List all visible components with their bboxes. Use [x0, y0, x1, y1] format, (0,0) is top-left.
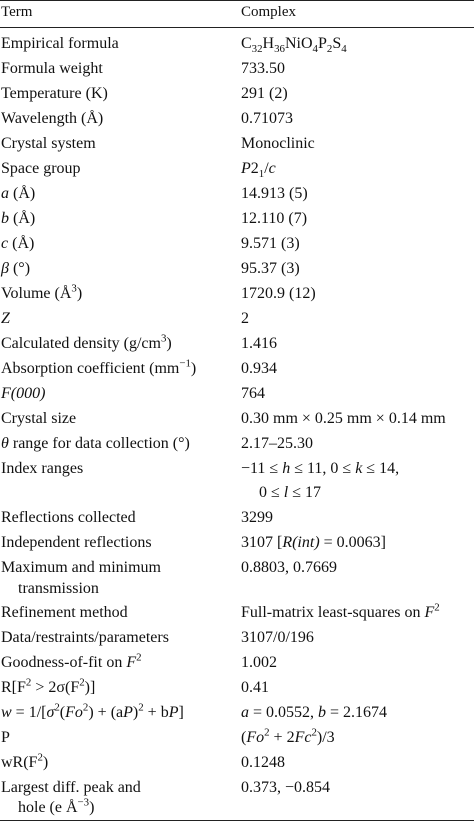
header-complex: Complex	[241, 4, 296, 20]
row-term-b: b (Å)	[1, 210, 36, 227]
row-value: 9.571 (3)	[241, 235, 300, 252]
row-term: Wavelength (Å)	[1, 110, 104, 127]
row-value: 764	[241, 385, 265, 402]
row-term: Largest diff. peak and	[1, 779, 141, 796]
row-term: Crystal system	[1, 135, 96, 152]
row-term: Data/restraints/parameters	[1, 629, 169, 646]
row-term: Reflections collected	[1, 509, 136, 526]
row-value: 0.8803, 0.7669	[241, 559, 337, 576]
row-value: 1720.9 (12)	[241, 285, 316, 302]
row-term-absorption: Absorption coefficient $(mm^{-1})$	[1, 357, 197, 377]
header-term: Term	[1, 4, 33, 20]
row-value: 1.416	[241, 335, 277, 352]
row-term-a: a (Å)	[1, 185, 36, 202]
row-term: Formula weight	[1, 60, 103, 77]
bottom-rule	[0, 820, 474, 821]
top-rule	[0, 0, 474, 1]
row-value: 733.50	[241, 60, 285, 77]
row-term: F(000)	[1, 385, 46, 402]
row-value-index: −11 ≤ h ≤ 11, 0 ≤ k ≤ 14,	[241, 460, 400, 477]
row-term-wr: $wR(F^2)$	[1, 751, 49, 771]
row-value: 0.30 mm × 0.25 mm × 0.14 mm	[241, 410, 446, 427]
row-term: Refinement method	[1, 604, 128, 621]
row-value: 3299	[241, 509, 273, 526]
row-value: 0.1248	[241, 754, 285, 771]
row-term-line2: transmission	[18, 580, 99, 597]
row-term: Empirical formula	[1, 35, 119, 52]
header-rule	[0, 27, 474, 28]
row-value: 0.71073	[241, 110, 293, 127]
row-term-gof: Goodness-of-fit on $F^2$	[1, 651, 142, 671]
row-term: Space group	[1, 160, 81, 177]
row-term: Crystal size	[1, 410, 77, 427]
row-term: P	[1, 729, 10, 746]
row-value: 2.17–25.30	[241, 435, 313, 452]
row-value: 1.002	[241, 654, 277, 671]
row-term-line2: hole (e $Å^{-3}$)	[18, 796, 95, 816]
row-term: Maximum and minimum	[1, 559, 161, 576]
row-value: 2	[241, 310, 249, 327]
row-term-theta: θ range for data collection (°)	[1, 435, 190, 452]
row-value: 291 (2)	[241, 85, 288, 102]
row-value-refinement: Full-matrix least-squares on $F^2$	[241, 601, 440, 621]
row-value: 3107/0/196	[241, 629, 314, 646]
row-value-p: $(Fo^2 + 2Fc^2)/3$	[241, 726, 335, 746]
row-value: 0.41	[241, 679, 269, 696]
row-value-index-line2: 0 ≤ l ≤ 17	[259, 484, 322, 501]
row-value-space-group: $P2_1/c$	[241, 160, 276, 181]
row-value: 0.934	[241, 360, 277, 377]
row-term: Independent reflections	[1, 534, 152, 551]
row-value: 14.913 (5)	[241, 185, 308, 202]
row-value: 12.110 (7)	[241, 210, 308, 227]
row-value: 0.373, −0.854	[241, 779, 331, 796]
row-term: Index ranges	[1, 460, 84, 477]
row-term-beta: β (°)	[1, 260, 31, 277]
row-term-density: Calculated density $(g/cm^3)$	[1, 332, 172, 352]
row-term: Z	[1, 310, 10, 327]
row-term-weight: $w = 1/[\sigma^2(Fo^2) + (aP)^2 + bP]$	[1, 701, 184, 721]
row-value: 95.37 (3)	[241, 260, 300, 277]
row-term-volume: Volume $(Å^3)$	[1, 282, 83, 302]
row-value: Monoclinic	[241, 135, 315, 152]
row-term-r: $R[F^2 > 2\sigma(F^2)]$	[1, 676, 96, 696]
row-value-weight: a = 0.0552, b = 2.1674	[241, 704, 388, 721]
row-value-independent: 3107 [R(int) = 0.0063]	[241, 534, 387, 551]
row-term-c: c (Å)	[1, 235, 35, 252]
row-term: Temperature (K)	[1, 85, 108, 102]
row-value-formula: $C_{32}H_{36}NiO_4P_2S_4$	[241, 35, 347, 56]
